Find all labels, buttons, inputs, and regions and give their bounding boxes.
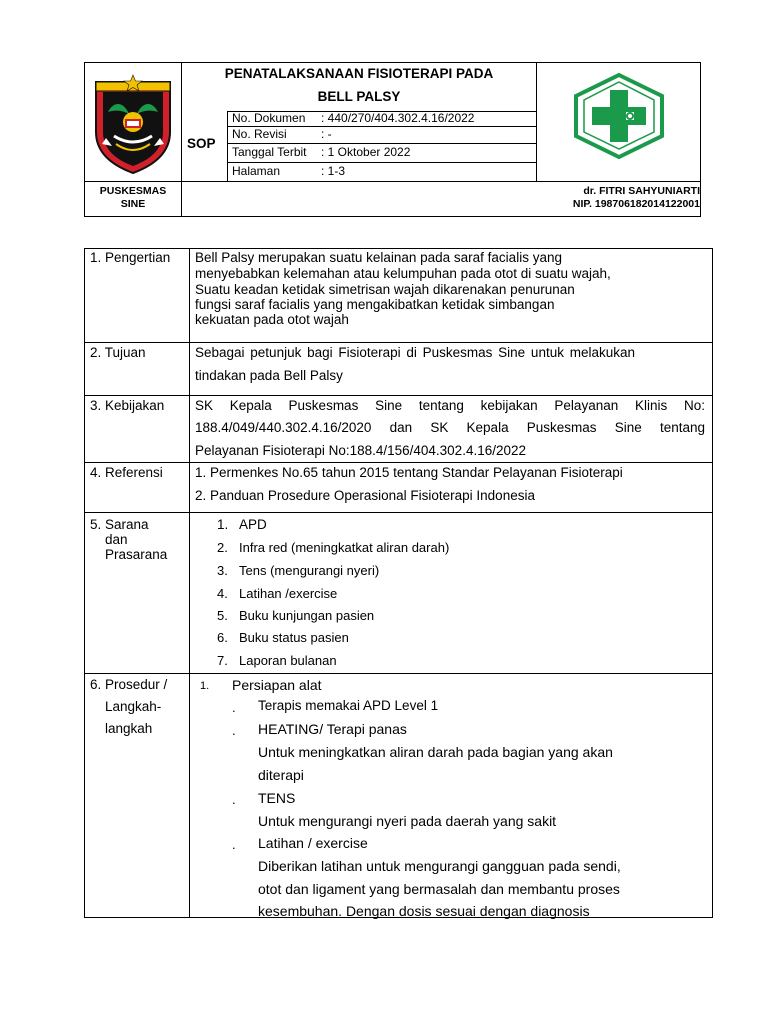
bullet-marker: . (232, 792, 236, 807)
meta-label: No. Revisi (232, 127, 287, 141)
document-title-line1: PENATALAKSANAAN FISIOTERAPI PADA (224, 66, 494, 81)
regency-emblem-logo (92, 74, 174, 174)
bullet-marker: . (232, 700, 236, 715)
label-line: dan (105, 532, 128, 547)
bullet-desc: kesembuhan. Dengan dosis sesuai dengan diagnosis (258, 903, 590, 919)
section-label-kebijakan: 3. Kebijakan (90, 398, 165, 413)
list-item: Infra red (meningkatkat aliran darah) (239, 540, 450, 555)
text-line: SK Kepala Puskesmas Sine tentang kebijakan Pelayanan Klinis No: (195, 398, 705, 413)
bullet-title: HEATING/ Terapi panas (258, 721, 407, 737)
meta-value: : 440/270/404.302.4.16/2022 (321, 111, 475, 125)
meta-value: : 1-3 (321, 164, 346, 178)
meta-label: Halaman (232, 164, 281, 178)
meta-value: : 1 Oktober 2022 (321, 145, 411, 159)
meta-label: No. Dokumen (232, 111, 306, 125)
label-line: Langkah- (105, 699, 162, 714)
text-line: Suatu keadan ketidak simetrisan wajah dikarenakan penurunan (195, 282, 575, 297)
puskesmas-name-line2: SINE (120, 198, 146, 210)
signatory-nip: NIP. 198706182014122001 (572, 198, 700, 210)
list-item: Tens (mengurangi nyeri) (239, 563, 380, 578)
list-item-number: 7. (217, 653, 228, 668)
list-item-number: 1. (217, 517, 229, 532)
list-item-number: 2. (217, 540, 228, 555)
label-line: 5. Sarana (90, 517, 149, 532)
step-title: Persiapan alat (232, 677, 322, 693)
text-line: Sebagai petunjuk bagi Fisioterapi di Puskesmas Sine untuk melakukan (195, 345, 635, 360)
text-line: menyebabkan kelemahan atau kelumpuhan pada otot di suatu wajah, (195, 266, 611, 281)
bullet-marker: . (232, 837, 236, 852)
text-line: fungsi saraf facialis yang mengakibatkan ketidak simbangan (195, 297, 555, 312)
bullet-title: Terapis memakai APD Level 1 (258, 698, 439, 713)
text-line: Pelayanan Fisioterapi No:188.4/156/404.302.4.16/2022 (195, 443, 527, 458)
list-item: APD (239, 517, 267, 532)
meta-value: : - (321, 127, 332, 141)
list-item-number: 5. (217, 608, 228, 623)
puskesmas-logo (570, 72, 668, 160)
meta-label: Tanggal Terbit (232, 145, 307, 159)
section-label-referensi: 4. Referensi (90, 465, 163, 480)
bullet-desc: otot dan ligament yang bermasalah dan membantu proses (258, 881, 620, 897)
list-item: Latihan /exercise (239, 586, 338, 601)
list-item: Buku status pasien (239, 630, 349, 645)
list-item: 1. Permenkes No.65 tahun 2015 tentang Standar Pelayanan Fisioterapi (195, 465, 623, 480)
label-line: Prasarana (105, 547, 168, 562)
text-line: 188.4/049/440.302.4.16/2020 dan SK Kepala Puskesmas Sine tentang (195, 420, 705, 435)
bullet-desc: Diberikan latihan untuk mengurangi gangguan pada sendi, (258, 858, 621, 874)
text-line: kekuatan pada otot wajah (195, 312, 349, 327)
signatory-name: dr. FITRI SAHYUNIARTI (583, 185, 700, 197)
step-number: 1. (200, 680, 210, 692)
bullet-marker: . (232, 723, 236, 738)
text-line: tindakan pada Bell Palsy (195, 368, 343, 383)
bullet-desc: diterapi (258, 767, 304, 783)
list-item: 2. Panduan Prosedure Operasional Fisioterapi Indonesia (195, 488, 535, 503)
bullet-title: TENS (258, 790, 296, 806)
document-title-line2: BELL PALSY (317, 89, 401, 104)
label-line: langkah (105, 721, 153, 736)
bullet-desc: Untuk mengurangi nyeri pada daerah yang sakit (258, 813, 557, 829)
puskesmas-name-line1: PUSKESMAS (99, 185, 167, 197)
label-line: 6. Prosedur / (90, 677, 168, 692)
list-item: Laporan bulanan (239, 653, 337, 668)
list-item-number: 6. (217, 630, 228, 645)
bullet-desc: Untuk meningkatkan aliran darah pada bagian yang akan (258, 744, 613, 760)
list-item-number: 3. (217, 563, 228, 578)
section-label-pengertian: 1. Pengertian (90, 250, 171, 265)
list-item-number: 4. (217, 586, 228, 601)
bullet-title: Latihan / exercise (258, 835, 368, 851)
list-item: Buku kunjungan pasien (239, 608, 375, 623)
text-line: Bell Palsy merupakan suatu kelainan pada saraf facialis yang (195, 250, 562, 265)
section-label-tujuan: 2. Tujuan (90, 345, 146, 360)
sop-label: SOP (187, 136, 216, 151)
